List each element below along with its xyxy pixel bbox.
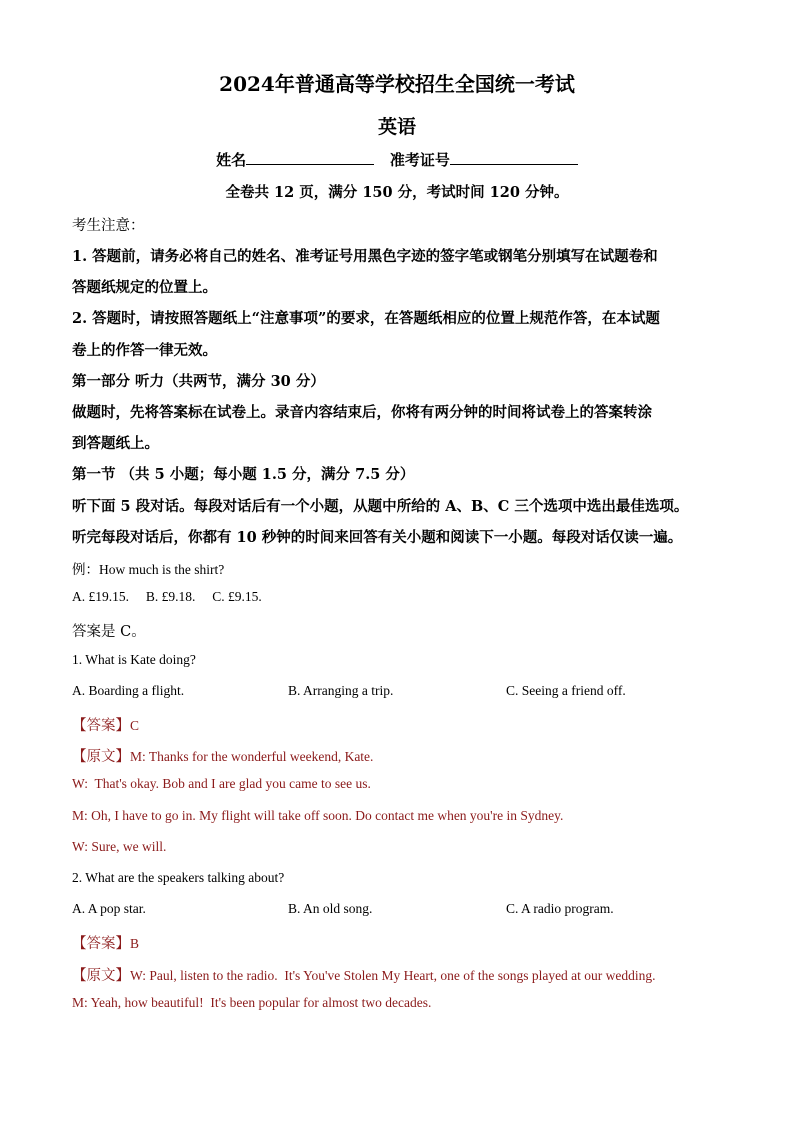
q1-option-a: A. Boarding a flight. — [72, 683, 185, 698]
q2-answer-tag: 【答案】 — [72, 936, 130, 952]
part1-heading: 第一部分 听力（共两节，满分 30 分） — [72, 373, 325, 390]
q2-option-a: A. A pop star. — [72, 901, 146, 916]
q1-script-line3: M: Oh, I have to go in. My flight will take off soon. Do contact me when you're in Sydney. — [72, 808, 564, 823]
q1-script-line1 — [72, 745, 724, 766]
notice-heading: 考生注意： — [72, 218, 145, 234]
q2-option-b: B. An old song. — [288, 901, 373, 916]
q2-question: 2. What are the speakers talking about? — [72, 870, 285, 885]
q1-answer: C — [130, 718, 140, 733]
q1-script-text1: M: Thanks for the wonderful weekend, Kate. — [130, 749, 374, 764]
q2-answer: B — [130, 936, 140, 951]
q2-option-c: C. A radio program. — [506, 901, 614, 916]
q2-script-tag: 【原文】 — [72, 968, 130, 984]
q1-script-line2: W: That's okay. Bob and I are glad you came to see us. — [72, 776, 371, 791]
q1-answer-line — [72, 714, 724, 735]
q1-answer-tag: 【答案】 — [72, 718, 130, 734]
q1-question: 1. What is Kate doing? — [72, 652, 196, 667]
part1-intro-line2: 到答题纸上。 — [72, 435, 159, 452]
q1-option-b: B. Arranging a trip. — [288, 683, 394, 698]
q2-script-line2: M: Yeah, how beautiful! It's been popular for almost two decades. — [72, 995, 432, 1010]
name-label: 姓名 — [216, 151, 247, 169]
exam-title: 2024年普通高等学校招生全国统一考试 — [219, 72, 575, 96]
part1-intro-line1: 做题时，先将答案标在试卷上。录音内容结束后，你将有两分钟的时间将试卷上的答案转涂 — [72, 404, 652, 421]
example-question: 例：How much is the shirt? — [72, 562, 225, 577]
q2-script-text1: W: Paul, listen to the radio. It's You've Stolen My Heart, one of the songs played at our wedding. — [130, 968, 656, 983]
notice-item1-line2: 答题纸规定的位置上。 — [72, 279, 217, 296]
subject-title: 英语 — [377, 116, 416, 138]
example-answer: 答案是 C。 — [72, 624, 146, 640]
name-blank — [246, 150, 374, 165]
q2-script-line1 — [72, 964, 724, 985]
id-blank — [450, 150, 578, 165]
q2-options — [72, 901, 724, 917]
candidate-fields — [0, 149, 794, 170]
q2-answer-line — [72, 932, 724, 953]
notice-item2-line1: 2. 答题时，请按照答题纸上“注意事项”的要求，在答题纸相应的位置上规范作答，在本试题 — [72, 310, 660, 327]
notice-item2-line2: 卷上的作答一律无效。 — [72, 342, 217, 359]
notice-item1-line1: 1. 答题前，请务必将自己的姓名、准考证号用黑色字迹的签字笔或钢笔分别填写在试题卷和 — [72, 248, 658, 265]
q1-script-tag: 【原文】 — [72, 749, 130, 765]
section1-heading: 第一节 （共 5 小题；每小题 1.5 分，满分 7.5 分） — [72, 466, 415, 483]
id-label: 准考证号 — [389, 151, 450, 169]
q1-option-c: C. Seeing a friend off. — [506, 683, 626, 698]
example-options: A. £19.15. B. £9.18. C. £9.15. — [72, 589, 262, 604]
q1-options — [72, 683, 724, 699]
q1-script-line4: W: Sure, we will. — [72, 839, 167, 854]
directions-line2: 听完每段对话后，你都有 10 秒钟的时间来回答有关小题和阅读下一小题。每段对话仅读一遍。 — [72, 529, 683, 546]
exam-info: 全卷共 12 页，满分 150 分，考试时间 120 分钟。 — [225, 184, 569, 201]
directions-line1: 听下面 5 段对话。每段对话后有一个小题，从题中所给的 A、B、C 三个选项中选出最佳选项。 — [72, 498, 689, 515]
